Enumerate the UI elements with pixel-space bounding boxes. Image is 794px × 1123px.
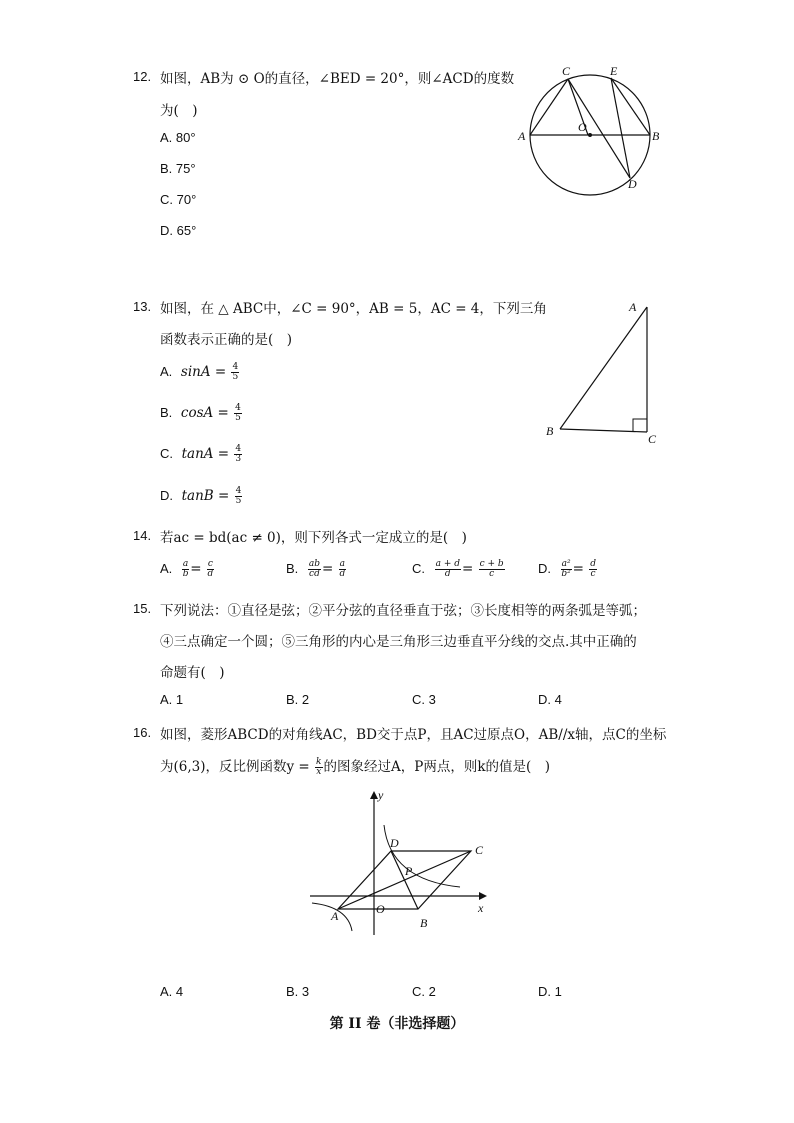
label-b: B [652,129,660,143]
question-number: 15. [133,601,152,616]
option-c: C. 3 [412,692,436,707]
question-text: 如图，AB为 ⊙ O的直径，∠BED = 20°，则∠ACD的度数 [160,71,515,87]
option-b: B. 3 [286,984,310,999]
label-b: B [420,916,428,930]
label-a: A [331,909,339,923]
label-a: A [518,129,526,143]
option-b: B. 2 [286,692,310,707]
label-o: O [578,120,587,134]
question-text: 命题有( ) [160,665,225,681]
label-y: y [378,788,384,802]
option-a: A. 1 [160,692,184,707]
label-c: C [475,843,484,857]
option-d: D. $\frac{\text{a²}}{\text{b²}}$ = $\frac{d}{c}$ [538,559,596,579]
triangle-figure [540,295,670,450]
option-a: A. 4 [160,984,184,999]
question-text: 为(6,3)，反比例函数y = $\frac{k}{x}$ 的图象经过A，P两点，则k的值是( ) [160,757,551,777]
option-b: B. cosA = $\frac{4}{5}$ [160,403,241,423]
option-d: D. 4 [538,692,562,707]
label-x: x [478,901,484,915]
label-a: A [629,300,637,314]
option-d: D. 1 [538,984,562,999]
option-b: B. 75° [160,161,196,176]
question-text: 如图，在 △ ABC中，∠C = 90°，AB = 5，AC = 4，下列三角 [160,301,547,317]
option-d: D. 65° [160,223,197,238]
option-c: C. 2 [412,984,436,999]
question-text: ④三点确定一个圆；⑤三角形的内心是三角形三边垂直平分线的交点.其中正确的 [160,634,637,650]
section-title: 第 II 卷（非选择题） [329,1016,465,1032]
question-text: 函数表示正确的是( ) [160,332,293,348]
question-number: 16. [133,725,152,740]
question-text: 下列说法：①直径是弦；②平分弦的直径垂直于弦；③长度相等的两条弧是等弧； [160,603,646,619]
label-e: E [610,64,618,78]
option-a: A. 80° [160,130,196,145]
option-c: C. tanA = $\frac{4}{3}$ [160,444,242,464]
circle-figure [510,60,670,200]
rhombus-figure [300,785,500,945]
option-c: C. 70° [160,192,197,207]
label-d: D [390,836,399,850]
question-number: 13. [133,299,152,314]
option-a: A. $\frac{a}{b}$ = $\frac{c}{d}$ [160,559,214,579]
option-c: C. $\frac{a + d}{d}$ = $\frac{c + b}{c}$ [412,559,504,579]
label-b: B [546,424,554,438]
option-a: A. sinA = $\frac{4}{5}$ [160,362,239,382]
label-p: P [405,864,413,878]
label-o: O [376,902,385,916]
question-number: 14. [133,528,152,543]
label-c: C [648,432,657,446]
question-number: 12. [133,69,152,84]
question-text: 若ac = bd(ac ≠ 0)，则下列各式一定成立的是( ) [160,530,467,546]
question-text: 为( ) [160,103,198,119]
option-d: D. tanB = $\frac{4}{5}$ [160,486,242,506]
label-c: C [562,64,571,78]
option-b: B. $\frac{ab}{cd}$ = $\frac{a}{d}$ [286,559,346,579]
question-text: 如图，菱形ABCD的对角线AC，BD交于点P，且AC过原点O，AB//x轴，点C的坐标 [160,727,667,743]
label-d: D [628,177,637,191]
